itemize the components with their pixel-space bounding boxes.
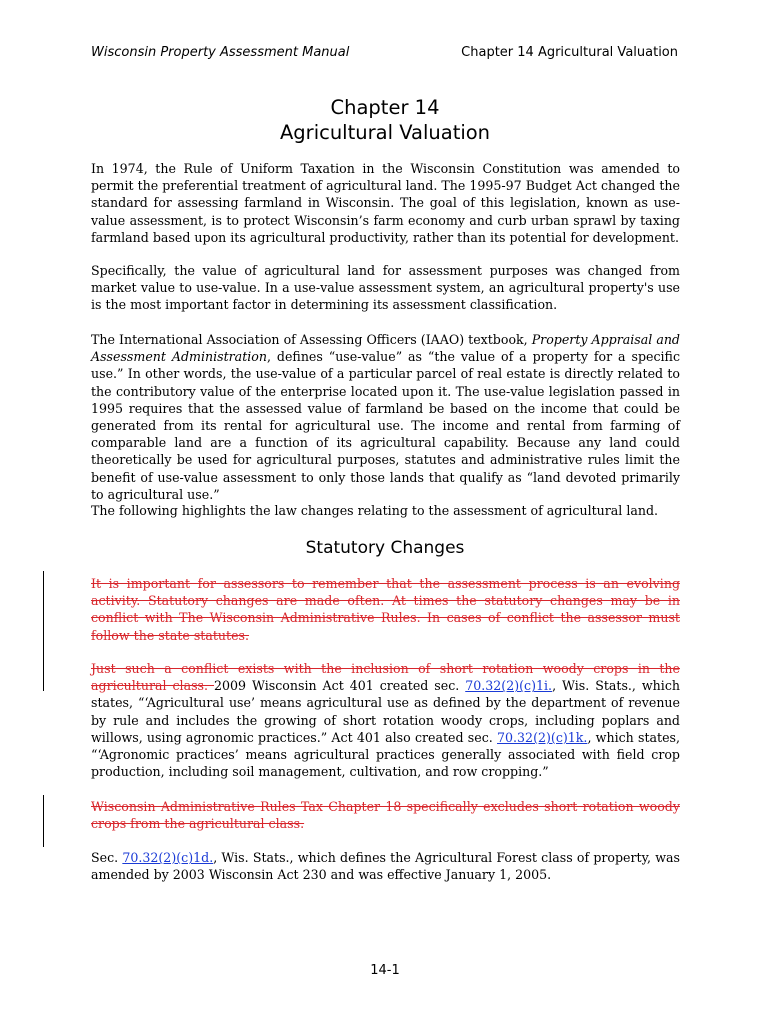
chapter-number: Chapter 14 (330, 96, 440, 119)
running-header-chapter: Chapter 14 Agricultural Valuation (461, 45, 678, 60)
section-title: Statutory Changes (305, 538, 465, 558)
paragraph-highlights: The following highlights the law changes relating to the assessment of agricultural land. (91, 503, 659, 518)
ag-forest-text: Sec. (91, 850, 123, 865)
paragraph-use-value: Specifically, the value of agricultural land for assessment purposes was changed from market value to use-value. In a use-value assessment system, an agricultural property's use is the most important factor in determining its assessment classification. (91, 263, 680, 313)
deleted-text: Wisconsin Administrative Rules Tax Chapter 18 specifically excludes short rotation woody crops from the agricultural class. (91, 799, 680, 832)
statute-link-70-32-2-c-1i[interactable]: 70.32(2)(c)1i. (465, 678, 553, 694)
act-401-text: 2009 Wisconsin Act 401 created sec. (214, 678, 466, 694)
paragraph-intro: In 1974, the Rule of Uniform Taxation in the Wisconsin Constitution was amended to permit the preferential treatment of agricultural land. The 1995-97 Budget Act changed the standard for assessing farmland in Wisconsin. The goal of this legislation, known as use-value assessment, is to protect Wisconsin’s farm economy and curb urban sprawl by taxing farmland based upon its agricultural productivity, rather than its potential for development. (91, 161, 680, 245)
running-header-manual: Wisconsin Property Assessment Manual (91, 45, 350, 60)
ag-forest-text: , Wis. Stats., which defines the Agricultural Forest class of property, was amended by 2003 Wisconsin Act 230 and was effective January 1, 2005. (91, 850, 680, 883)
textbook-title: Property Appraisal and Assessment Administration (91, 332, 680, 365)
deleted-text: It is important for assessors to remember that the assessment process is an evolving activity. Statutory changes are made often. At times the statutory changes may be in conflict with The Wisconsin Administrative Rules. In cases of conflict the assessor must follow the state statutes. (91, 576, 680, 643)
paragraph-act-401 (91, 660, 680, 780)
change-bar (43, 795, 44, 847)
act-401-text: , Wis. Stats., which states, “‘Agricultural use’ means agricultural use as defined by the department of revenue by rule and includes the growing of short rotation woody crops, including poplars and willows, using agronomic practices.” Act 401 also created sec. (91, 678, 680, 745)
statute-link-70-32-2-c-1k[interactable]: 70.32(2)(c)1k. (497, 729, 588, 745)
paragraph-agricultural-forest (91, 849, 680, 883)
chapter-title: Agricultural Valuation (279, 121, 491, 144)
paragraph-iaao (91, 331, 680, 503)
iaao-text-end: , defines “use-value” as “the value of a property for a specific use.” In other words, the use-value of a particular parcel of real estate is directly related to the contributory value of the enterprise located upon it. The use-value legislation passed in 1995 requires that the assessed value of farmland be based on the income that could be generated from its rental for agricultural use. The income and rental from farming of comparable land are a function of its agricultural capability. Because any land could theoretically be used for agricultural purposes, statutes and administrative rules limit the benefit of use-value assessment to only those lands that qualify as “land devoted primarily to agricultural use.” (91, 349, 680, 502)
change-bar (43, 571, 44, 691)
page-number: 14-1 (370, 963, 400, 978)
deleted-paragraph-evolving (91, 575, 680, 644)
act-401-text: , which states, “‘Agronomic practices’ means agricultural practices generally associated with field crop production, including soil management, cultivation, and row cropping.” (91, 729, 681, 780)
statute-link-70-32-2-c-1d[interactable]: 70.32(2)(c)1d. (122, 850, 214, 865)
iaao-text-start: The International Association of Assessing Officers (IAAO) textbook, (91, 332, 532, 347)
deleted-text: Just such a conflict exists with the inclusion of short rotation woody crops in the agricultural class. (91, 661, 680, 694)
deleted-paragraph-tax-18 (91, 798, 680, 832)
